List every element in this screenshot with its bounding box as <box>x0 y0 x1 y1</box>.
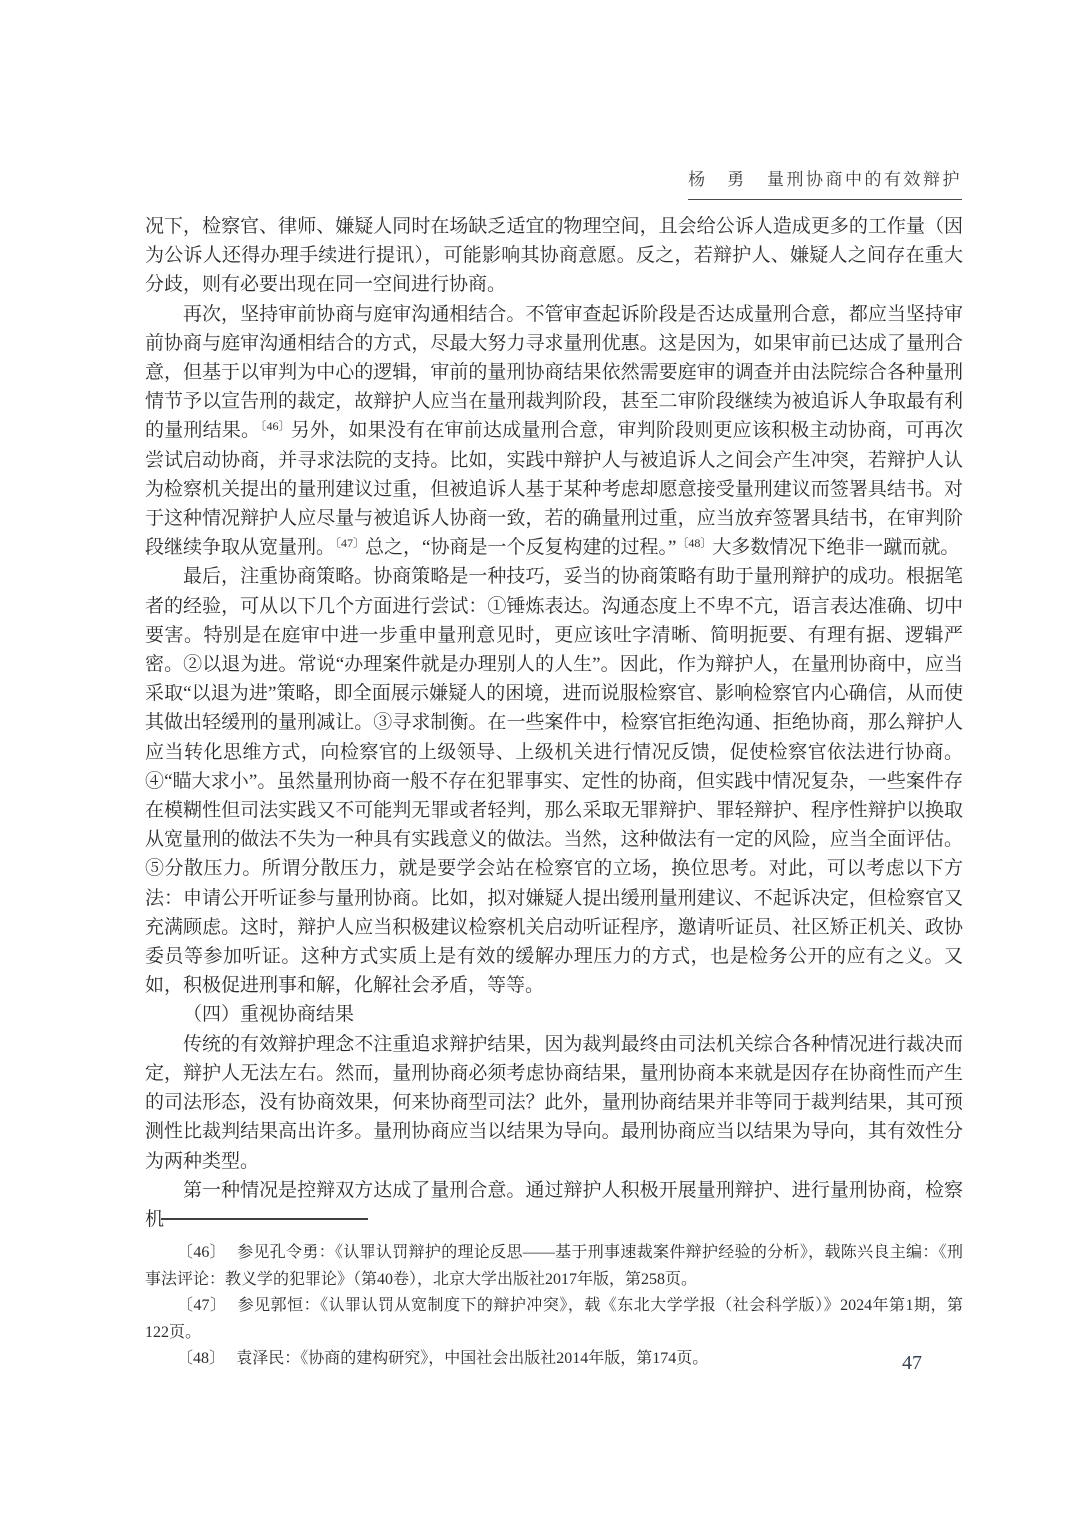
paragraph: 传统的有效辩护理念不注重追求辩护结果，因为裁判最终由司法机关综合各种情况进行裁决而定，辩护人无法左右。然而，量刑协商必须考虑协商结果，量刑协商本来就是因存在协商性而产生的司法形态，没有协商效果，何来协商型司法？此外，量刑协商结果并非等同于裁判结果，其可预测性比裁判结果高出许多。量刑协商应当以结果为导向。最刑协商应当以结果为导向，其有效性分为两种类型。 <box>145 1033 963 1172</box>
paragraph: 再次，坚持审前协商与庭审沟通相结合。不管审查起诉阶段是否达成量刑合意，都应当坚持审前协商与庭审沟通相结合的方式，尽最大努力寻求量刑优惠。这是因为，如果审前已达成了量刑合意，但基于以审判为中心的逻辑，审前的量刑协商结果依然需要庭审的调查并由法院综合各种量刑情节予以宣告刑的裁定，故辩护人应当在量刑裁判阶段，甚至二审阶段继续为被追诉人争取最有利的量刑结果。$^{〔46〕}$另外，如果没有在审前达成量刑合意，审判阶段则更应该积极主动协商，可再次尝试启动协商，并寻求法院的支持。比如，实践中辩护人与被追诉人之间会产生冲突，若辩护人认为检察机关提出的量刑建议过重，但被追诉人基于某种考虑却愿意接受量刑建议而签署具结书。对于这种情况辩护人应尽量与被追诉人协商一致，若的确量刑过重，应当放弃签署具结书，在审判阶段继续争取从宽量刑。$^{〔47〕}$总之，“协商是一个反复构建的过程。”$^{〔48〕}$大多数情况下绝非一蹴而就。 <box>145 303 963 559</box>
body-text <box>145 212 963 1234</box>
footnote-list <box>145 1240 963 1373</box>
footnote-marker: 〔46〕 <box>177 1244 226 1261</box>
footnotes-section <box>145 1218 963 1373</box>
footnote-ref: 〔47〕 <box>335 536 366 551</box>
page-number: 47 <box>902 1352 922 1374</box>
article-title: 量刑协商中的有效辩护 <box>767 170 962 189</box>
running-head-text <box>688 165 962 200</box>
footnote-item: 〔46〕 参见孔令勇：《认罪认罚辩护的理论反思——基于刑事速裁案件辩护经验的分析》，载陈兴良主编：《刑事法评论：教义学的犯罪论》（第40卷），北京大学出版社2017年版，第258页。 <box>145 1244 963 1288</box>
footnote-marker: 〔47〕 <box>177 1297 227 1314</box>
footnote-separator-rule <box>161 1218 368 1220</box>
paragraph: 况下，检察官、律师、嫌疑人同时在场缺乏适宜的物理空间，且会给公诉人造成更多的工作量（因为公诉人还得办理手续进行提讯），可能影响其协商意愿。反之，若辩护人、嫌疑人之间存在重大分歧，则有必要出现在同一空间进行协商。 <box>145 216 963 296</box>
running-head <box>145 165 962 200</box>
footnote-marker: 〔48〕 <box>177 1350 226 1367</box>
footnote-ref: 〔48〕 <box>676 536 713 551</box>
paragraph: 第一种情况是控辩双方达成了量刑合意。通过辩护人积极开展量刑辩护、进行量刑协商，检察机 <box>145 1179 963 1230</box>
author-name: 杨 勇 <box>688 170 747 189</box>
paragraph: 最后，注重协商策略。协商策略是一种技巧，妥当的协商策略有助于量刑辩护的成功。根据笔者的经验，可从以下几个方面进行尝试：①锤炼表达。沟通态度上不卑不亢，语言表达准确、切中要害。特别是在庭审中进一步重申量刑意见时，更应该吐字清晰、简明扼要、有理有据、逻辑严密。②以退为进。常说“办理案件就是办理别人的人生”。因此，作为辩护人，在量刑协商中，应当采取“以退为进”策略，即全面展示嫌疑人的困境，进而说服检察官、影响检察官内心确信，从而使其做出轻缓刑的量刑减让。③寻求制衡。在一些案件中，检察官拒绝沟通、拒绝协商，那么辩护人应当转化思维方式，向检察官的上级领导、上级机关进行情况反馈，促使检察官依法进行协商。④“瞄大求小”。虽然量刑协商一般不存在犯罪事实、定性的协商，但实践中情况复杂，一些案件存在模糊性但司法实践又不可能判无罪或者轻判，那么采取无罪辩护、罪轻辩护、程序性辩护以换取从宽量刑的做法不失为一种具有实践意义的做法。当然，这种做法有一定的风险，应当全面评估。⑤分散压力。所谓分散压力，就是要学会站在检察官的立场，换位思考。对此，可以考虑以下方法：申请公开听证参与量刑协商。比如，拟对嫌疑人提出缓刑量刑建议、不起诉决定，但检察官又充满顾虑。这时，辩护人应当积极建议检察机关启动听证程序，邀请听证员、社区矫正机关、政协委员等参加听证。这种方式实质上是有效的缓解办理压力的方式，也是检务公开的应有之义。又如，积极促进刑事和解，化解社会矛盾，等等。 <box>145 566 963 997</box>
footnote-ref: 〔46〕 <box>260 419 291 434</box>
section-heading: （四）重视协商结果 <box>183 1004 355 1026</box>
footnote-item: 〔48〕 袁泽民：《协商的建构研究》，中国社会出版社2014年版，第174页。 <box>177 1350 709 1367</box>
footnote-item: 〔47〕 参见郭恒：《认罪认罚从宽制度下的辩护冲突》，载《东北大学学报（社会科学版）》2024年第1期，第122页。 <box>145 1297 963 1341</box>
